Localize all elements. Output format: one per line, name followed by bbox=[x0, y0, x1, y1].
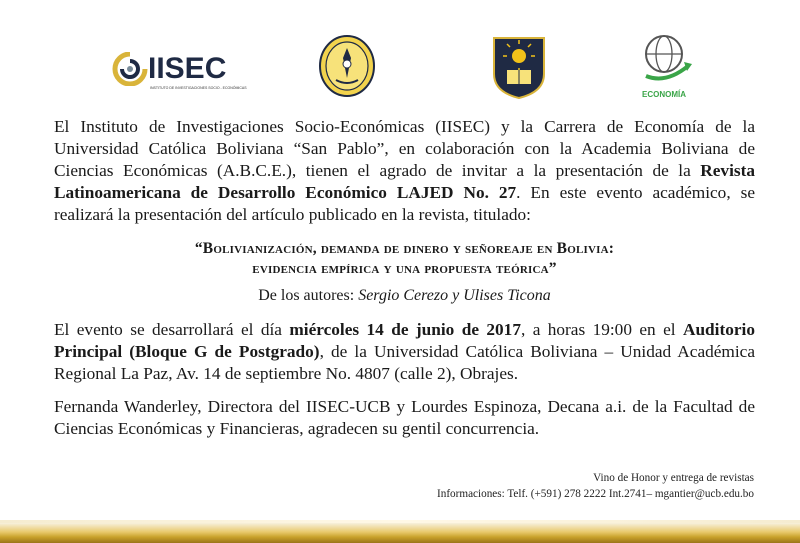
academy-shield-icon bbox=[490, 34, 548, 100]
invitation-body bbox=[54, 116, 755, 440]
event-address: , de la Universidad Católica Boliviana – Unidad Académica Regional La Paz, Av. 14 de septiembre No. 4807 (calle 2), Obrajes. bbox=[54, 342, 756, 383]
event-date: miércoles 14 de junio de 2017 bbox=[289, 320, 521, 339]
economia-logo bbox=[640, 32, 694, 99]
authors-names: Sergio Cerezo y Ulises Ticona bbox=[358, 287, 551, 304]
ucb-seal-logo bbox=[318, 34, 376, 103]
event-paragraph bbox=[54, 319, 755, 385]
university-seal-icon bbox=[318, 34, 376, 98]
authors-line bbox=[54, 287, 755, 305]
article-title-line2: evidencia empírica y una propuesta teórica” bbox=[252, 260, 557, 277]
authors-prefix: De los autores: bbox=[258, 287, 359, 304]
economia-label: ECONOMÍA bbox=[642, 90, 686, 99]
gold-footer-bar bbox=[0, 523, 800, 543]
thanks-paragraph: Fernanda Wanderley, Directora del IISEC-UCB y Lourdes Espinoza, Decana a.i. de la Facultad de Ciencias Económicas y Financieras, agradecen su gentil concurrencia. bbox=[54, 397, 755, 438]
intro-text: El Instituto de Investigaciones Socio-Económicas (IISEC) y la Carrera de Economía de la Universidad Católica Boliviana “San Pablo”, en colaboración con la Academia Boliviana de Ciencias Económicas (A.B.C.E.), tienen el agrado de invitar a la presentación de la bbox=[54, 117, 755, 180]
abce-shield-logo bbox=[490, 34, 548, 105]
journal-name: Revista Latinoamericana de Desarrollo Económico LAJED No. 27 bbox=[54, 161, 755, 202]
intro-paragraph bbox=[54, 116, 755, 226]
economia-globe-icon bbox=[640, 32, 694, 88]
footer-contact: Informaciones: Telf. (+591) 278 2222 Int.2741– mgantier@ucb.edu.bo bbox=[437, 488, 754, 500]
article-title-line1: “Bolivianización, demanda de dinero y señoreaje en Bolivia: bbox=[194, 240, 615, 257]
event-time: , a horas 19:00 en el bbox=[520, 320, 683, 339]
footer-reception: Vino de Honor y entrega de revistas bbox=[593, 472, 754, 484]
iisec-emblem-icon bbox=[112, 52, 148, 86]
logo-row bbox=[0, 30, 800, 110]
article-title bbox=[54, 239, 755, 279]
iisec-logo bbox=[112, 52, 247, 90]
footer-info bbox=[437, 470, 754, 502]
event-text: El evento se desarrollará el día bbox=[54, 320, 290, 339]
event-venue: Auditorio Principal (Bloque G de Postgrado) bbox=[54, 320, 755, 361]
intro-text-end: . En este evento académico, se realizará la presentación del artículo publicado en la revista, titulado: bbox=[54, 183, 755, 224]
iisec-wordmark: IISEC bbox=[148, 52, 227, 85]
iisec-subtitle: INSTITUTO DE INVESTIGACIONES SOCIO - ECONÓMICAS bbox=[150, 86, 247, 90]
